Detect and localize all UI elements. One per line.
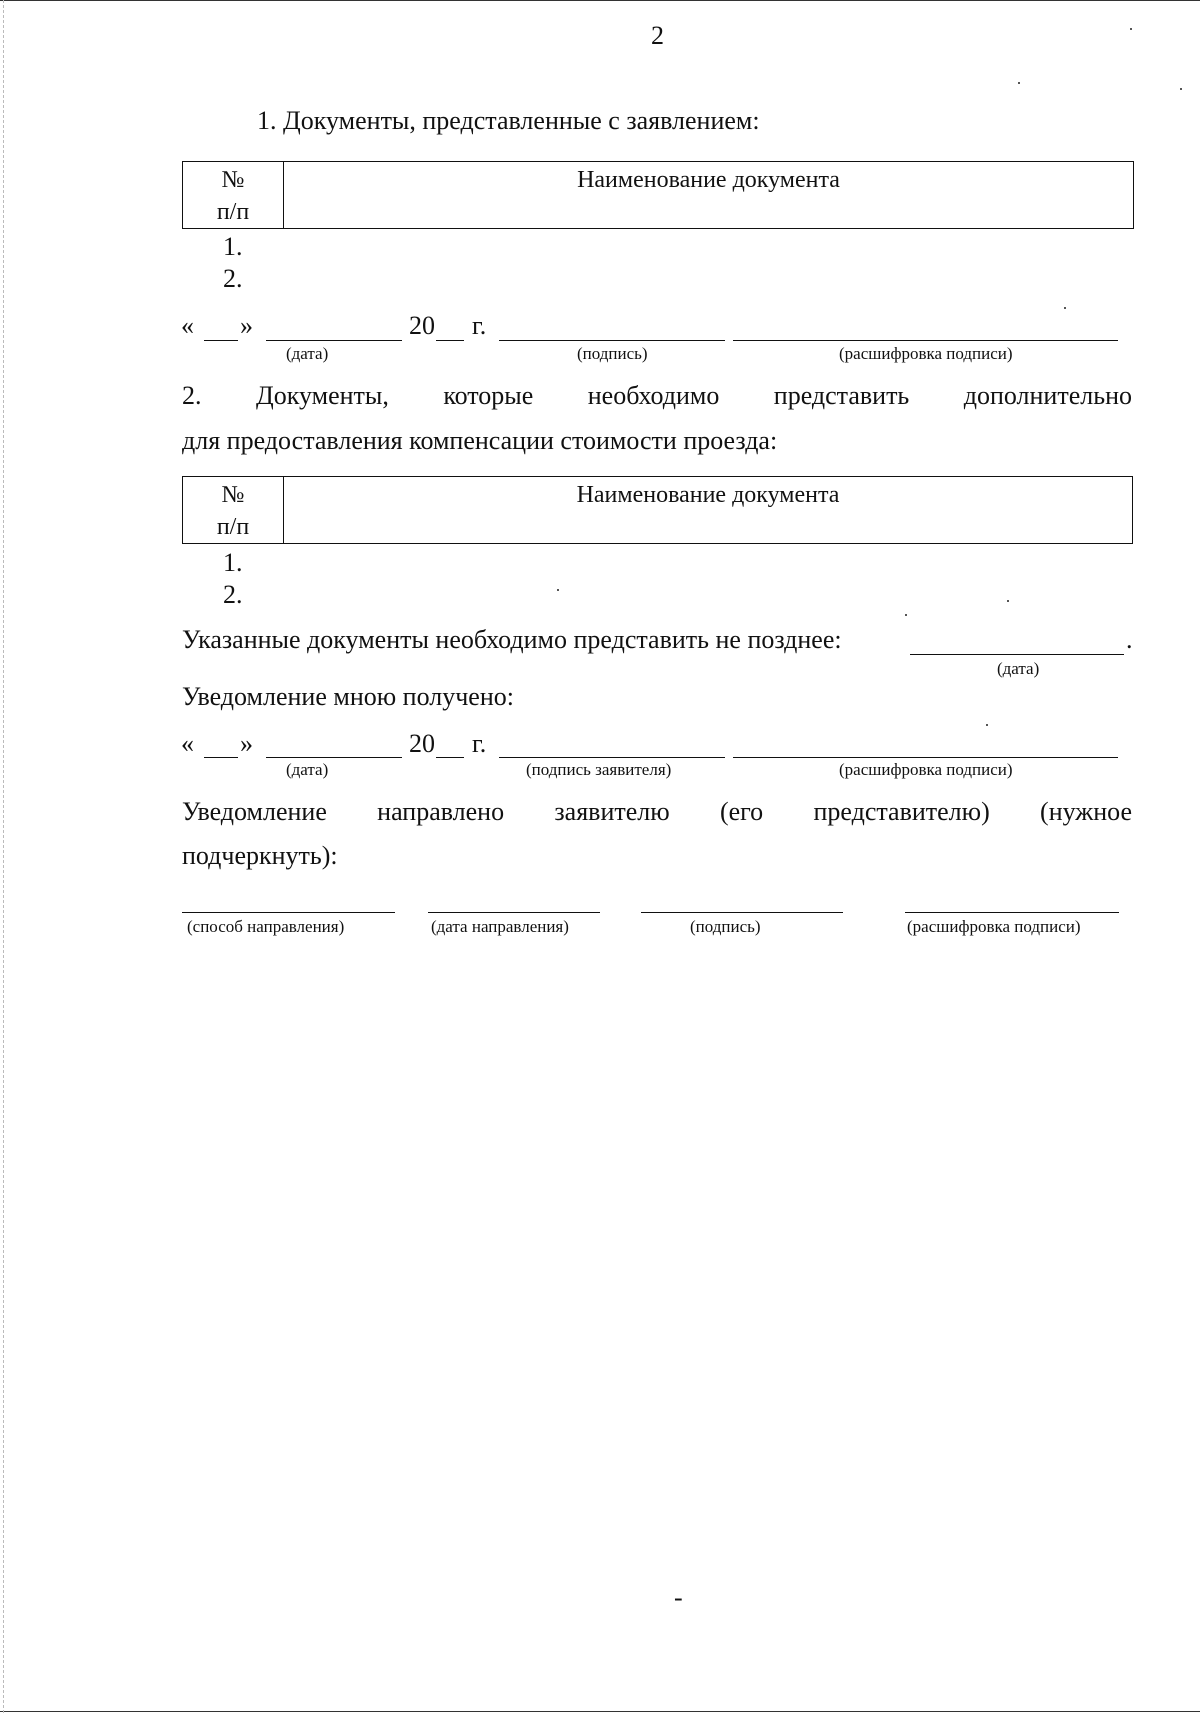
sign-caption: (подпись) xyxy=(690,917,761,936)
year-blank-line xyxy=(436,757,464,758)
applicant-signature-caption: (подпись заявителя) xyxy=(526,760,672,779)
section1-row: 2. xyxy=(223,264,243,293)
scan-left-edge xyxy=(3,0,4,1713)
sign-blank-line xyxy=(641,912,843,913)
send-date-blank-line xyxy=(428,912,600,913)
signature-blank-line xyxy=(499,757,725,758)
number-sign: № xyxy=(221,482,245,508)
decode-blank-line xyxy=(733,757,1118,758)
method-caption: (способ направления) xyxy=(187,917,345,936)
month-blank-line xyxy=(266,340,402,341)
decode-caption: (расшифровка подписи) xyxy=(839,344,1013,363)
date-caption: (дата) xyxy=(286,344,329,363)
day-blank-line xyxy=(204,757,238,758)
scan-speck xyxy=(986,724,988,726)
table-header-row xyxy=(183,162,1134,229)
scan-top-edge xyxy=(0,0,1200,1)
notice-received-text: Уведомление мною получено: xyxy=(182,682,514,711)
scan-speck xyxy=(1180,88,1182,90)
table-header-name: Наименование документа xyxy=(284,477,1133,544)
scan-speck xyxy=(1130,28,1132,30)
table-header-number xyxy=(183,477,284,544)
signature-caption: (подпись) xyxy=(577,344,648,363)
table-header-name: Наименование документа xyxy=(284,162,1134,229)
year-prefix: 20 xyxy=(409,311,435,340)
date-quote-open: « xyxy=(181,311,194,340)
notice-sent-line2: подчеркнуть): xyxy=(182,841,338,870)
scan-speck xyxy=(1018,82,1020,84)
year-suffix: г. xyxy=(472,729,487,758)
table-header-row xyxy=(183,477,1133,544)
number-abbr: п/п xyxy=(216,514,250,540)
deadline-date-caption: (дата) xyxy=(997,659,1040,678)
deadline-blank-line xyxy=(910,654,1124,655)
deadline-period: . xyxy=(1126,625,1133,654)
section2-row: 2. xyxy=(223,580,243,609)
decode-blank-line xyxy=(905,912,1119,913)
year-prefix: 20 xyxy=(409,729,435,758)
month-blank-line xyxy=(266,757,402,758)
section1-row: 1. xyxy=(223,232,243,261)
section2-table xyxy=(182,476,1133,544)
decode-blank-line xyxy=(733,340,1118,341)
table-header-number xyxy=(183,162,284,229)
deadline-text: Указанные документы необходимо представить не позднее: xyxy=(182,625,842,654)
footer-mark: - xyxy=(674,1583,683,1612)
day-blank-line xyxy=(204,340,238,341)
notice-sent-line1: Уведомление направлено заявителю (его представителю) (нужное xyxy=(182,797,1132,826)
number-abbr: п/п xyxy=(216,199,250,225)
scan-speck xyxy=(905,614,907,616)
scan-speck xyxy=(557,589,559,591)
method-blank-line xyxy=(182,912,395,913)
section2-heading-line2: для предоставления компенсации стоимости проезда: xyxy=(182,426,778,455)
date-quote-close: » xyxy=(240,729,253,758)
section2-row: 1. xyxy=(223,548,243,577)
date-caption: (дата) xyxy=(286,760,329,779)
scan-speck xyxy=(1064,307,1066,309)
year-blank-line xyxy=(436,340,464,341)
send-date-caption: (дата направления) xyxy=(431,917,569,936)
section1-table xyxy=(182,161,1134,229)
decode-caption: (расшифровка подписи) xyxy=(907,917,1081,936)
date-quote-open: « xyxy=(181,729,194,758)
section1-heading: 1. Документы, представленные с заявлением: xyxy=(257,106,760,135)
scan-speck xyxy=(1007,600,1009,602)
number-sign: № xyxy=(221,167,245,193)
section2-heading-line1: 2. Документы, которые необходимо представить дополнительно xyxy=(182,381,1132,410)
signature-blank-line xyxy=(499,340,725,341)
year-suffix: г. xyxy=(472,311,487,340)
date-quote-close: » xyxy=(240,311,253,340)
scan-bottom-edge xyxy=(0,1711,1200,1712)
page-number: 2 xyxy=(651,21,664,50)
decode-caption: (расшифровка подписи) xyxy=(839,760,1013,779)
